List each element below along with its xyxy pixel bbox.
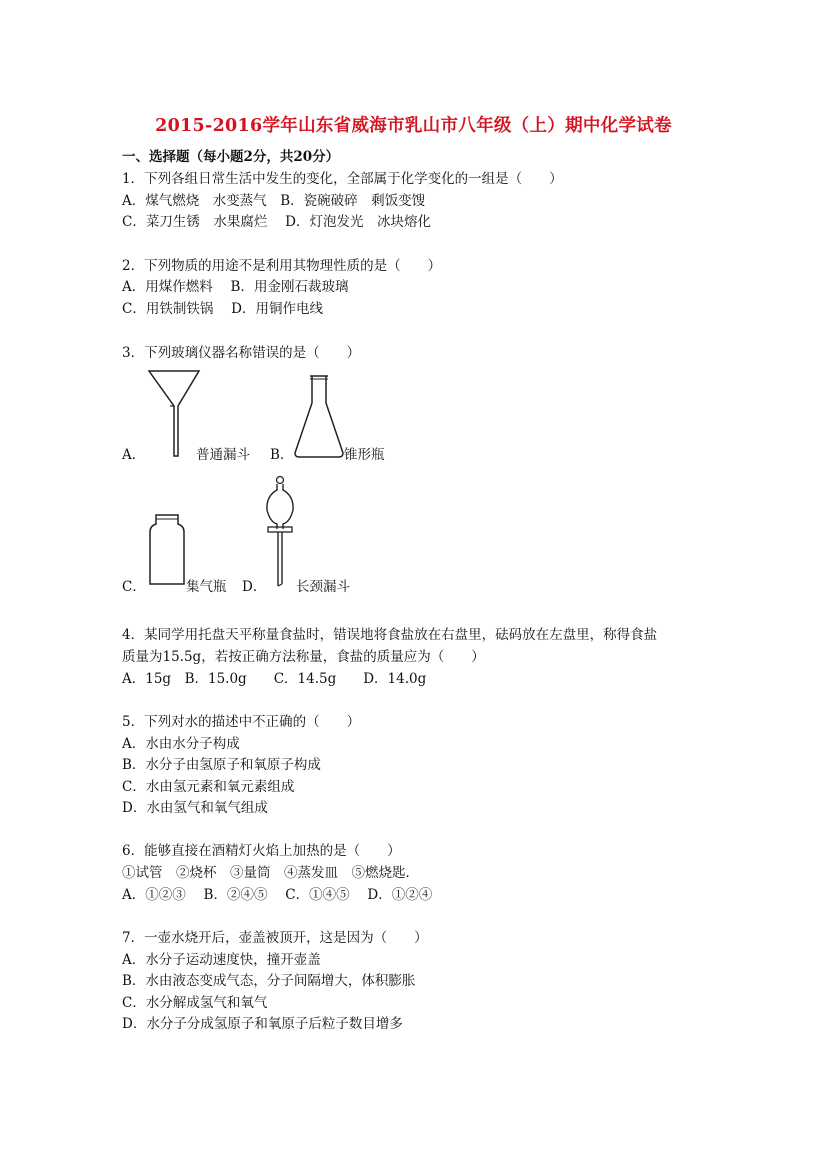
funnel-icon (146, 368, 202, 460)
question-5-stem: 5．下列对水的描述中不正确的（ ） (122, 714, 361, 730)
question-5-option-a: A．水由水分子构成 (122, 736, 240, 752)
question-7-stem: 7．一壶水烧开后，壶盖被顶开，这是因为（ ） (122, 930, 428, 946)
question-4-stem: 4．某同学用托盘天平称量食盐时，错误地将食盐放在右盘里，砝码放在左盘里，称得食盐 (122, 627, 658, 643)
question-5-option-c: C．水由氢元素和氧元素组成 (122, 779, 295, 795)
question-5-option-b: B．水分子由氢原子和氧原子构成 (122, 757, 321, 773)
question-3-option-b-caption: 锥形瓶 (344, 447, 385, 463)
question-3-option-a-caption: 普通漏斗 (196, 447, 250, 463)
question-5-option-d: D．水由氢气和氧气组成 (122, 800, 268, 816)
question-1-stem: 1．下列各组日常生活中发生的变化，全部属于化学变化的一组是（ ） (122, 171, 563, 187)
page-title: 2015-2016学年山东省威海市乳山市八年级（上）期中化学试卷 (155, 116, 672, 136)
question-4-stem-continued: 质量为15.5g，若按正确方法称量，食盐的质量应为（ ） (122, 649, 485, 665)
question-7-option-d: D．水分子分成氢原子和氧原子后粒子数目增多 (122, 1016, 403, 1032)
question-7-option-a: A．水分子运动速度快，撞开壶盖 (122, 952, 321, 968)
question-3-option-b-letter: B． (270, 447, 294, 463)
question-2-options-cd: C．用铁制铁锅 D．用铜作电线 (122, 301, 323, 317)
question-3-option-a-letter: A． (122, 447, 146, 463)
question-3-option-d-letter: D． (242, 579, 267, 595)
question-3-option-d-caption: 长颈漏斗 (296, 579, 350, 595)
question-1-options-ab: A．煤气燃烧 水变蒸气 B．瓷碗破碎 剩饭变馊 (122, 193, 426, 209)
question-2-stem: 2．下列物质的用途不是利用其物理性质的是（ ） (122, 258, 442, 274)
question-6-items: ①试管 ②烧杯 ③量筒 ④蒸发皿 ⑤燃烧匙． (122, 865, 419, 881)
question-2-options-ab: A．用煤作燃料 B．用金刚石裁玻璃 (122, 279, 349, 295)
section-heading: 一、选择题（每小题2分，共20分） (122, 149, 340, 165)
question-3-option-c-letter: C． (122, 579, 146, 595)
question-7-option-b: B．水由液态变成气态，分子间隔增大，体积膨胀 (122, 973, 416, 989)
gas-jar-icon (146, 512, 188, 588)
question-6-stem: 6．能够直接在酒精灯火焰上加热的是（ ） (122, 843, 401, 859)
question-3-stem: 3．下列玻璃仪器名称错误的是（ ） (122, 345, 361, 361)
conical-flask-icon (293, 373, 345, 459)
question-1-options-cd: C．菜刀生锈 水果腐烂 D．灯泡发光 冰块熔化 (122, 214, 431, 230)
question-7-option-c: C．水分解成氢气和氧气 (122, 995, 268, 1011)
question-6-options: A．①②③ B．②④⑤ C．①④⑤ D．①②④ (122, 887, 433, 903)
separatory-funnel-icon (262, 474, 298, 592)
question-3-option-c-caption: 集气瓶 (186, 579, 227, 595)
question-4-options: A．15g B．15.0g C．14.5g D．14.0g (122, 671, 427, 687)
